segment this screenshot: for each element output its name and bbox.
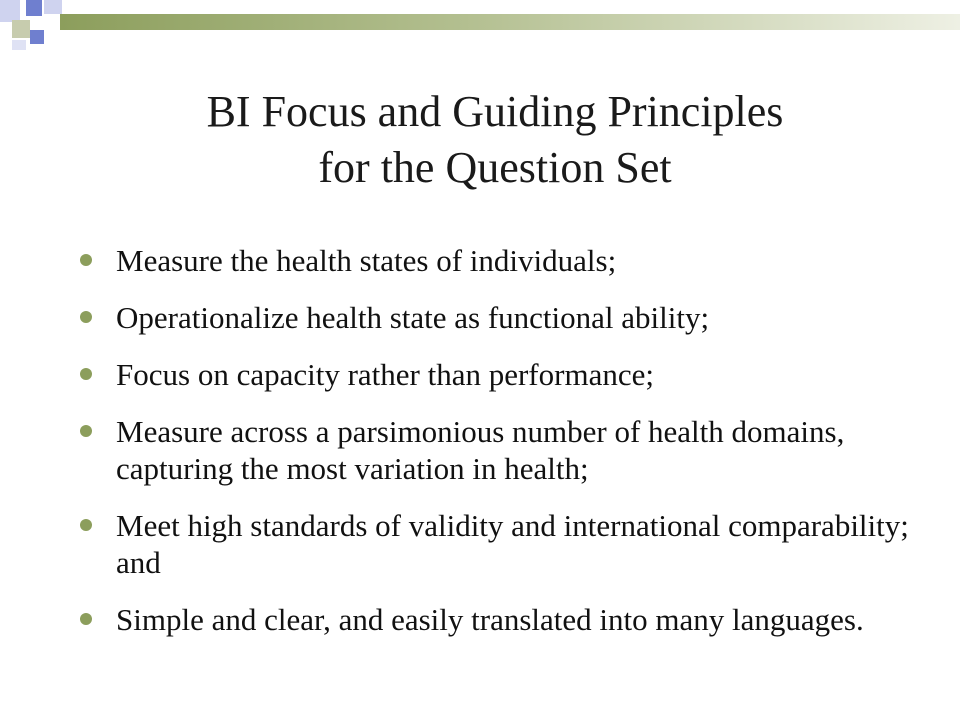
header-band: [60, 14, 960, 30]
slide-title: [0, 84, 960, 196]
list-item-text: Simple and clear, and easily translated into many languages.: [116, 602, 864, 637]
deco-square-lavender-small: [44, 0, 62, 14]
list-item-text: Focus on capacity rather than performance;: [116, 357, 654, 392]
list-item: [74, 601, 914, 638]
list-item: [74, 242, 914, 279]
deco-square-blue: [26, 0, 42, 16]
deco-square-olive: [12, 20, 30, 38]
list-item: [74, 356, 914, 393]
bullet-icon: [80, 613, 92, 625]
decorative-header-blocks: [0, 0, 960, 60]
deco-square-lavender: [0, 0, 20, 22]
bullet-icon: [80, 311, 92, 323]
list-item-text: Meet high standards of validity and international comparability; and: [116, 508, 909, 580]
deco-square-blue-lower: [30, 30, 44, 44]
bullet-icon: [80, 425, 92, 437]
bullet-icon: [80, 519, 92, 531]
list-item: [74, 507, 914, 581]
list-item: [74, 413, 914, 487]
principles-list: [74, 242, 914, 658]
title-line-2: for the Question Set: [318, 143, 672, 192]
bullet-icon: [80, 368, 92, 380]
list-item-text: Operationalize health state as functional ability;: [116, 300, 710, 335]
list-item-text: Measure the health states of individuals;: [116, 243, 617, 278]
deco-square-lavender-lower: [12, 40, 26, 50]
list-item-text: Measure across a parsimonious number of health domains, capturing the most variation in health;: [116, 414, 845, 486]
title-line-1: BI Focus and Guiding Principles: [206, 87, 784, 136]
list-item: [74, 299, 914, 336]
bullet-icon: [80, 254, 92, 266]
